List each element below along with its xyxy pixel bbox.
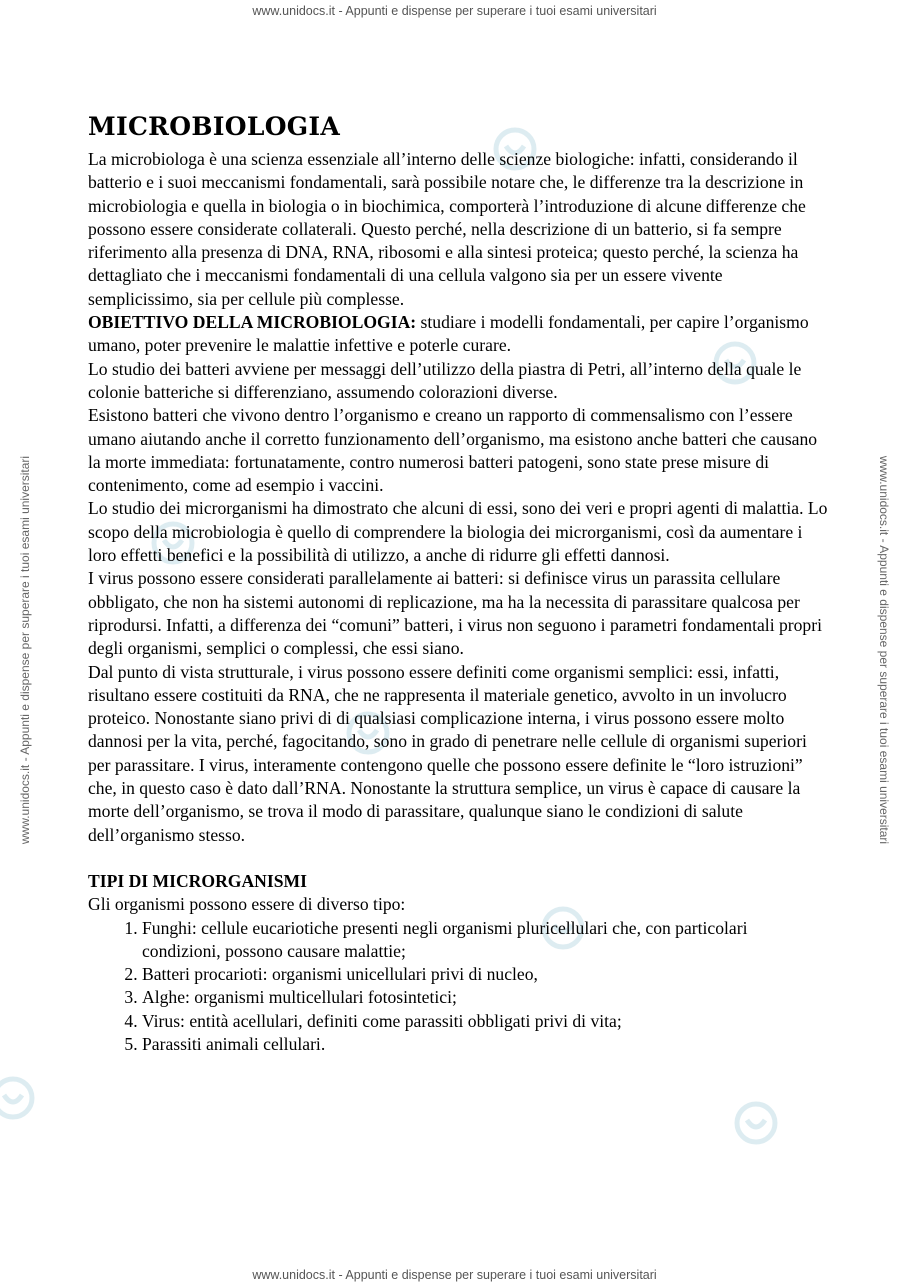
watermark-right-side: www.unidocs.it - Appunti e dispense per superare i tuoi esami universitari xyxy=(877,455,891,845)
watermark-left-side: www.unidocs.it - Appunti e dispense per superare i tuoi esami universitari xyxy=(18,455,32,845)
microorganism-list xyxy=(88,917,828,1057)
paragraph-intro: La microbiologa è una scienza essenziale all’interno delle scienze biologiche: infatti, considerando il batterio e i suoi meccanismi fondamentali, sarà possibile notare che, le differenze tra la descrizione in microbiologia e quella in biologia o in biochimica, comporterà l’introduzione di alcune differenze che possono essere considerate collaterali. Questo perché, nella descrizione di un batterio, si fa sempre riferimento alla presenza di DNA, RNA, ribosomi e alla sintesi proteica; questo perché, la scienza ha dettagliato che i meccanismi fondamentali di una cellula valgono sia per un essere vivente semplicissimo, sia per cellule più complesse. xyxy=(88,149,806,309)
list-item: 3. Alghe: organismi multicellulari fotosintetici; xyxy=(142,986,828,1009)
section-intro: Gli organismi possono essere di diverso tipo: xyxy=(88,894,406,915)
list-item: 4. Virus: entità acellulari, definiti come parassiti obbligati privi di vita; xyxy=(142,1010,828,1033)
unidocs-logo-icon xyxy=(0,1075,36,1121)
list-item: 2. Batteri procarioti: organismi unicellulari privi di nucleo, xyxy=(142,963,828,986)
list-item: 5. Parassiti animali cellulari. xyxy=(142,1033,828,1056)
unidocs-logo-icon xyxy=(733,1100,779,1146)
paragraph-commensalism: Esistono batteri che vivono dentro l’organismo e creano un rapporto di commensalismo con l’essere umano aiutando anche il corretto funzionamento dell’organismo, ma esistono anche batteri che causano la morte immediata: fortunatamente, contro numerosi batteri patogeni, sono state prese misure di contenimento, come ad esempio i vaccini. xyxy=(88,405,818,496)
list-item: 1. Funghi: cellule eucariotiche presenti negli organismi pluricellulari che, con particolari condizioni, possono causare malattie; xyxy=(142,917,828,964)
paragraph-petri: Lo studio dei batteri avviene per messaggi dell’utilizzo della piastra di Petri, all’interno della quale le colonie batteriche si differenziano, assumendo colorazioni diverse. xyxy=(88,358,802,402)
document-body xyxy=(88,110,828,1056)
paragraph-microorganisms: Lo studio dei microrganismi ha dimostrato che alcuni di essi, sono dei veri e propri agenti di malattia. Lo scopo della microbiologia è quello di comprendere la biologia dei microrganismi, così da aumentare i loro effetti benefici e la possibilità di utilizzo, a anche di ridurre gli effetti dannosi. xyxy=(88,498,828,566)
paragraph-virus-structure: Dal punto di vista strutturale, i virus possono essere definiti come organismi semplici: essi, infatti, risultano essere costituiti da RNA, che ne rappresenta il materiale genetico, avvolto in un involucro proteico. Nonostante siano privi di di qualsiasi complicazione interna, i virus possono essere molto dannosi per la vita, perché, fagocitando, sono in grado di penetrare nelle cellule di organismi superiori per parassitare. I virus, interamente contengono quelle che possono essere definite le “loro istruzioni” che, in questo caso è dato dall’RNA. Nonostante la struttura semplice, un virus è capace di causare la morte dell’organismo, se trova il modo di parassitare, qualunque siano le condizioni di salute dell’organismo stesso. xyxy=(88,661,807,845)
objective-label: OBIETTIVO DELLA MICROBIOLOGIA: xyxy=(88,312,417,333)
objective-text: studiare i modelli fondamentali, per capire l’organismo umano, poter prevenire le malattie infettive e poterle curare. xyxy=(88,312,809,356)
page-title: MICROBIOLOGIA xyxy=(88,112,341,141)
paragraph-virus-definition: I virus possono essere considerati parallelamente ai batteri: si definisce virus un parassita cellulare obbligato, che non ha sistemi autonomi di replicazione, ma ha la necessita di parassitare qualcosa per riprodursi. Infatti, a differenza dei “comuni” batteri, i virus non seguono i parametri fondamentali propri degli organismi, semplici o complessi, che essi siano. xyxy=(88,568,822,659)
watermark-footer: www.unidocs.it - Appunti e dispense per superare i tuoi esami universitari xyxy=(252,1268,657,1282)
watermark-header: www.unidocs.it - Appunti e dispense per superare i tuoi esami universitari xyxy=(252,4,657,18)
section-heading: TIPI DI MICRORGANISMI xyxy=(88,870,307,891)
paragraph-objective xyxy=(88,311,828,358)
